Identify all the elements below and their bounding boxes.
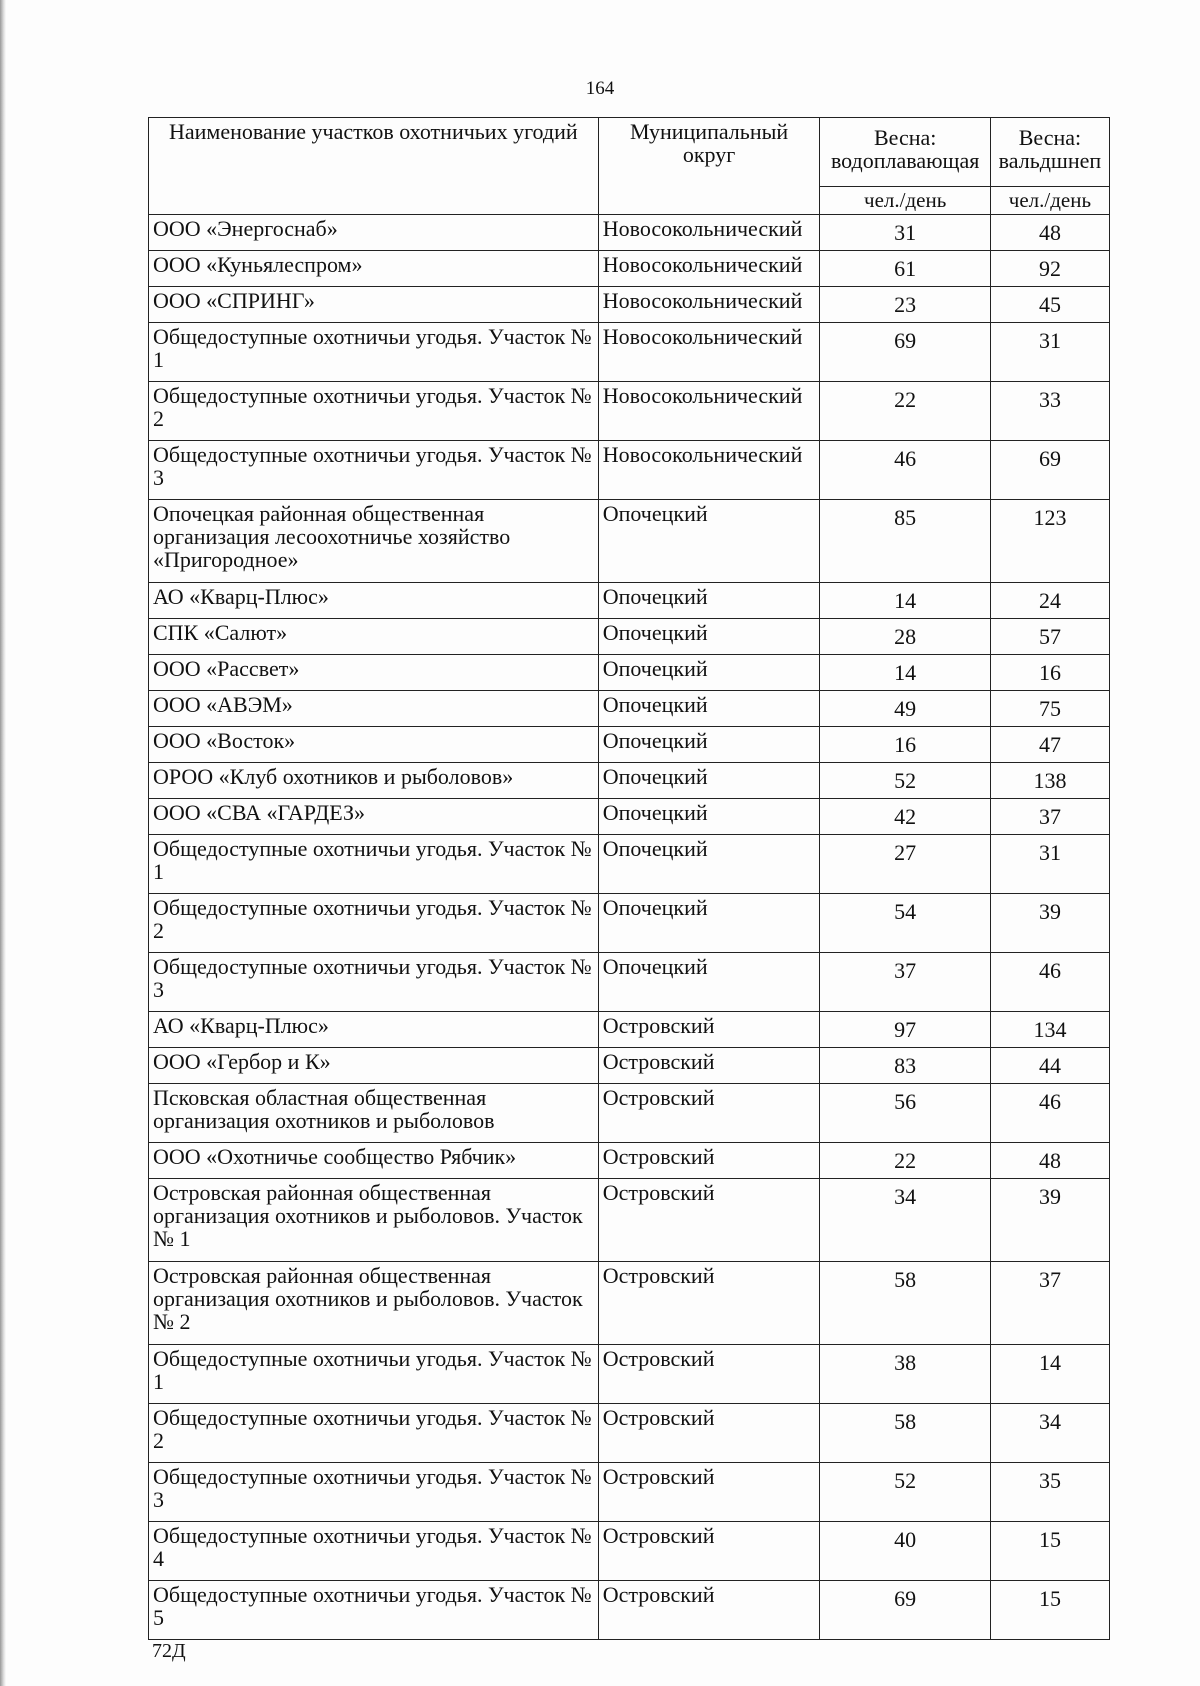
table-body [149,215,1110,1640]
cell-okrug: Островский [598,1581,820,1640]
cell-name: Общедоступные охотничьи угодья. Участок № 5 [149,1581,599,1640]
cell-water: 85 [820,500,990,583]
table-row [149,1345,1110,1404]
table-row [149,1262,1110,1345]
cell-water: 14 [820,583,990,619]
cell-water: 61 [820,251,990,287]
table-row [149,835,1110,894]
cell-water: 14 [820,655,990,691]
cell-water: 58 [820,1404,990,1463]
cell-name: ОРОО «Клуб охотников и рыболовов» [149,763,599,799]
cell-name: ООО «СВА «ГАРДЕЗ» [149,799,599,835]
hunting-grounds-table [148,117,1110,1640]
cell-name: АО «Кварц-Плюс» [149,583,599,619]
cell-woodcock: 44 [990,1048,1109,1084]
cell-name: ООО «Охотничье сообщество Рябчик» [149,1143,599,1179]
table-row [149,1463,1110,1522]
cell-okrug: Новосокольнический [598,287,820,323]
cell-okrug: Опочецкий [598,894,820,953]
cell-woodcock: 37 [990,799,1109,835]
cell-name: ООО «СПРИНГ» [149,287,599,323]
table-row [149,1581,1110,1640]
cell-okrug: Островский [598,1179,820,1262]
table-row [149,894,1110,953]
cell-woodcock: 14 [990,1345,1109,1404]
cell-water: 83 [820,1048,990,1084]
cell-woodcock: 48 [990,1143,1109,1179]
cell-woodcock: 34 [990,1404,1109,1463]
cell-name: Общедоступные охотничьи угодья. Участок № 2 [149,382,599,441]
cell-water: 69 [820,323,990,382]
cell-name: Общедоступные охотничьи угодья. Участок № 1 [149,323,599,382]
cell-okrug: Новосокольнический [598,251,820,287]
cell-okrug: Новосокольнический [598,215,820,251]
cell-okrug: Опочецкий [598,727,820,763]
cell-water: 34 [820,1179,990,1262]
cell-okrug: Опочецкий [598,835,820,894]
table-header-row [149,118,1110,187]
header-name: Наименование участков охотничьих угодий [149,118,599,215]
cell-water: 54 [820,894,990,953]
table-row [149,655,1110,691]
cell-name: СПК «Салют» [149,619,599,655]
cell-water: 58 [820,1262,990,1345]
cell-woodcock: 16 [990,655,1109,691]
cell-woodcock: 45 [990,287,1109,323]
header-spring-woodcock: Весна: вальдшнеп [990,118,1109,187]
cell-name: Общедоступные охотничьи угодья. Участок № 3 [149,1463,599,1522]
cell-woodcock: 24 [990,583,1109,619]
header-spring-water: Весна: водоплавающая [820,118,990,187]
cell-name: Общедоступные охотничьи угодья. Участок № 2 [149,894,599,953]
header-okrug: Муниципальный округ [598,118,820,215]
cell-water: 22 [820,1143,990,1179]
cell-water: 22 [820,382,990,441]
cell-woodcock: 39 [990,894,1109,953]
cell-woodcock: 31 [990,835,1109,894]
cell-woodcock: 37 [990,1262,1109,1345]
cell-woodcock: 33 [990,382,1109,441]
cell-name: АО «Кварц-Плюс» [149,1012,599,1048]
cell-name: Островская районная общественная организация охотников и рыболовов. Участок № 1 [149,1179,599,1262]
scan-edge [0,0,6,1686]
cell-water: 27 [820,835,990,894]
table-row [149,382,1110,441]
table-row [149,953,1110,1012]
cell-water: 31 [820,215,990,251]
cell-name: Общедоступные охотничьи угодья. Участок № 2 [149,1404,599,1463]
table-row [149,583,1110,619]
table-row [149,1522,1110,1581]
cell-woodcock: 123 [990,500,1109,583]
table-row [149,251,1110,287]
footer-code: 72Д [152,1640,186,1662]
cell-name: Общедоступные охотничьи угодья. Участок № 3 [149,953,599,1012]
cell-woodcock: 48 [990,215,1109,251]
cell-name: ООО «Рассвет» [149,655,599,691]
cell-okrug: Новосокольнический [598,323,820,382]
cell-woodcock: 138 [990,763,1109,799]
cell-name: Псковская областная общественная организация охотников и рыболовов [149,1084,599,1143]
cell-water: 23 [820,287,990,323]
page-number: 164 [585,78,615,99]
cell-water: 40 [820,1522,990,1581]
cell-water: 42 [820,799,990,835]
cell-water: 28 [820,619,990,655]
cell-okrug: Островский [598,1048,820,1084]
cell-okrug: Опочецкий [598,953,820,1012]
table-row [149,215,1110,251]
cell-woodcock: 46 [990,1084,1109,1143]
cell-woodcock: 46 [990,953,1109,1012]
cell-okrug: Островский [598,1404,820,1463]
table-row [149,763,1110,799]
table-row [149,1179,1110,1262]
cell-water: 56 [820,1084,990,1143]
cell-okrug: Опочецкий [598,500,820,583]
cell-okrug: Островский [598,1012,820,1048]
cell-okrug: Опочецкий [598,799,820,835]
cell-okrug: Опочецкий [598,763,820,799]
cell-water: 16 [820,727,990,763]
cell-name: ООО «Энергоснаб» [149,215,599,251]
cell-woodcock: 57 [990,619,1109,655]
cell-water: 38 [820,1345,990,1404]
cell-woodcock: 134 [990,1012,1109,1048]
table-row [149,1404,1110,1463]
table-row [149,323,1110,382]
cell-woodcock: 69 [990,441,1109,500]
cell-woodcock: 92 [990,251,1109,287]
table-row [149,500,1110,583]
cell-okrug: Новосокольнический [598,441,820,500]
cell-okrug: Островский [598,1345,820,1404]
table-row [149,287,1110,323]
unit-woodcock: чел./день [990,187,1109,215]
cell-water: 97 [820,1012,990,1048]
cell-name: ООО «АВЭМ» [149,691,599,727]
cell-okrug: Опочецкий [598,655,820,691]
cell-woodcock: 15 [990,1581,1109,1640]
cell-name: Общедоступные охотничьи угодья. Участок № 3 [149,441,599,500]
cell-woodcock: 31 [990,323,1109,382]
cell-name: Общедоступные охотничьи угодья. Участок № 1 [149,835,599,894]
cell-water: 46 [820,441,990,500]
table-row [149,619,1110,655]
cell-name: Островская районная общественная организация охотников и рыболовов. Участок № 2 [149,1262,599,1345]
table-row [149,1048,1110,1084]
table-row [149,441,1110,500]
cell-okrug: Островский [598,1084,820,1143]
cell-name: Общедоступные охотничьи угодья. Участок № 4 [149,1522,599,1581]
cell-woodcock: 47 [990,727,1109,763]
cell-water: 52 [820,763,990,799]
cell-woodcock: 15 [990,1522,1109,1581]
cell-okrug: Островский [598,1262,820,1345]
cell-name: ООО «Куньялеспром» [149,251,599,287]
table-row [149,1143,1110,1179]
cell-okrug: Опочецкий [598,583,820,619]
cell-okrug: Опочецкий [598,691,820,727]
cell-okrug: Островский [598,1522,820,1581]
cell-okrug: Новосокольнический [598,382,820,441]
table-row [149,691,1110,727]
cell-name: Общедоступные охотничьи угодья. Участок № 1 [149,1345,599,1404]
table-row [149,1012,1110,1048]
cell-woodcock: 39 [990,1179,1109,1262]
cell-water: 49 [820,691,990,727]
table-row [149,727,1110,763]
table-row [149,799,1110,835]
cell-okrug: Опочецкий [598,619,820,655]
cell-woodcock: 35 [990,1463,1109,1522]
cell-water: 37 [820,953,990,1012]
cell-name: ООО «Восток» [149,727,599,763]
unit-water: чел./день [820,187,990,215]
cell-okrug: Островский [598,1143,820,1179]
cell-water: 52 [820,1463,990,1522]
cell-woodcock: 75 [990,691,1109,727]
cell-water: 69 [820,1581,990,1640]
cell-name: Опочецкая районная общественная организация лесоохотничье хозяйство «Пригородное» [149,500,599,583]
cell-okrug: Островский [598,1463,820,1522]
table-row [149,1084,1110,1143]
cell-name: ООО «Гербор и К» [149,1048,599,1084]
